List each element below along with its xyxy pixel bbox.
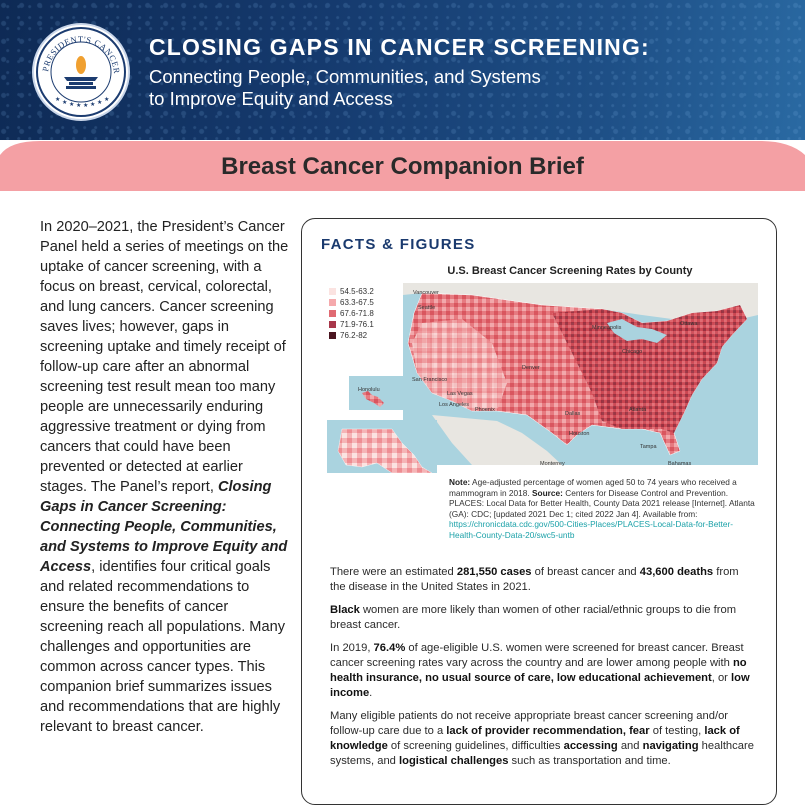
seal-text: PRESIDENT'S CANCER bbox=[40, 33, 123, 75]
report-subtitle bbox=[149, 66, 709, 110]
subtitle-line-2: to Improve Equity and Access bbox=[149, 88, 393, 109]
fact-screening-rate: In 2019, 76.4% of age-eligible U.S. women were screened for breast cancer. Breast cancer screening rates vary across the country and are lower among people with no health insurance, no usual source of care, low educational achievement, or low income. bbox=[330, 642, 750, 699]
svg-text:★: ★ bbox=[62, 99, 68, 106]
seal-icon bbox=[34, 25, 128, 119]
fact-cases-deaths: There were an estimated 281,550 cases of breast cancer and 43,600 deaths from the disease in the United States in 2021. bbox=[330, 566, 739, 593]
header-banner bbox=[0, 0, 805, 140]
fact-barriers: Many eligible patients do not receive appropriate breast cancer screening and/or follow-up care due to a lack of provider recommendation, fear of testing, lack of knowledge of screening guidelines, difficulties accessing and navigating healthcare systems, and logistical challenges such as transportation and time. bbox=[330, 710, 754, 767]
legend-label: 76.2-82 bbox=[340, 331, 368, 340]
screening-rate-map bbox=[322, 283, 762, 473]
legend-item bbox=[329, 319, 374, 330]
intro-paragraph-start: In 2020–2021, the President’s Cancer Panel held a series of meetings on the uptake of cancer screening, with a focus on breast, cervical, colorectal, and lung cancers. Cancer screening saves lives; however, gaps in screening uptake and timely receipt of follow-up care after an abnormal screening test result mean too many people are unnecessarily enduring aggressive treatment or dying from cancers that could have been prevented or detected at earlier stages. The Panel’s report, bbox=[40, 219, 289, 495]
facts-list bbox=[330, 565, 755, 777]
map-label-monterrey: Monterrey bbox=[540, 461, 565, 467]
map-legend bbox=[329, 286, 374, 341]
map-label-denver: Denver bbox=[522, 365, 540, 371]
legend-swatch bbox=[329, 332, 336, 339]
brief-title: Breast Cancer Companion Brief bbox=[221, 153, 584, 180]
map-label-seattle: Seattle bbox=[418, 305, 436, 311]
map-label-san-francisco: San Francisco bbox=[412, 377, 448, 383]
map-label-minneapolis: Minneapolis bbox=[592, 325, 622, 331]
map-label-ottawa: Ottawa bbox=[680, 321, 698, 327]
map-label-dallas: Dallas bbox=[565, 411, 581, 417]
legend-label: 67.6-71.8 bbox=[340, 309, 374, 318]
svg-text:★: ★ bbox=[104, 96, 110, 103]
subtitle-line-1: Connecting People, Communities, and Systems bbox=[149, 66, 541, 87]
legend-swatch bbox=[329, 288, 336, 295]
intro-text bbox=[40, 217, 290, 737]
intro-paragraph-end: , identifies four critical goals and related recommendations to ensure the benefits of cancer screening reach all populations. Many challenges and opportunities are common across cancer types. This companion brief summarizes issues and recommendations that are highly relevant to breast cancer. bbox=[40, 559, 285, 735]
source-text: Centers for Disease Control and Prevention. PLACES: Local Data for Better Health, County Data 2021 release [Internet]. Atlanta (GA): CDC; [updated 2021 Dec 1; cited 2022 Jan 4]. Available from: bbox=[449, 487, 755, 519]
legend-label: 71.9-76.1 bbox=[340, 320, 374, 329]
legend-item bbox=[329, 286, 374, 297]
map-label-honolulu: Honolulu bbox=[358, 387, 380, 393]
legend-item bbox=[329, 297, 374, 308]
source-link[interactable]: https://chronicdata.cdc.gov/500-Cities-Places/PLACES-Local-Data-for-Better-Health-County-Data-20/swc5-untb bbox=[449, 519, 734, 540]
legend-swatch bbox=[329, 299, 336, 306]
report-title-reference: Closing Gaps in Cancer Screening: Connecting People, Communities, and Systems to Improve Equity and Access bbox=[40, 479, 288, 575]
source-label: Source: bbox=[532, 487, 563, 498]
legend-swatch bbox=[329, 310, 336, 317]
facts-heading: FACTS & FIGURES bbox=[321, 236, 476, 253]
svg-text:★: ★ bbox=[76, 102, 82, 109]
map-title: U.S. Breast Cancer Screening Rates by County bbox=[447, 265, 693, 277]
svg-text:★: ★ bbox=[90, 101, 96, 108]
svg-text:★: ★ bbox=[83, 102, 89, 109]
map-label-tampa: Tampa bbox=[640, 444, 657, 450]
svg-text:★: ★ bbox=[69, 101, 75, 108]
map-label-vancouver: Vancouver bbox=[413, 290, 439, 296]
legend-item bbox=[329, 330, 374, 341]
map-label-phoenix: Phoenix bbox=[475, 407, 495, 413]
note-label: Note: bbox=[449, 477, 471, 487]
legend-label: 54.5-63.2 bbox=[340, 287, 374, 296]
presidents-cancer-panel-seal bbox=[34, 25, 128, 119]
legend-item bbox=[329, 308, 374, 319]
map-label-bahamas: Bahamas bbox=[668, 461, 692, 467]
svg-text:★: ★ bbox=[97, 99, 103, 106]
report-title: CLOSING GAPS IN CANCER SCREENING: bbox=[149, 34, 650, 60]
note-text: Age-adjusted percentage of women aged 50 to 74 years who received a mammogram in 2018. bbox=[449, 477, 737, 498]
map-label-chicago: Chicago bbox=[622, 349, 643, 355]
legend-label: 63.3-67.5 bbox=[340, 298, 374, 307]
map-label-atlanta: Atlanta bbox=[629, 407, 647, 413]
map-label-las-vegas: Las Vegas bbox=[447, 391, 473, 397]
svg-text:★: ★ bbox=[55, 96, 61, 103]
legend-swatch bbox=[329, 321, 336, 328]
fact-black-women: Black women are more likely than women of other racial/ethnic groups to die from breast cancer. bbox=[330, 604, 737, 631]
map-label-los-angeles: Los Angeles bbox=[439, 402, 469, 408]
map-note bbox=[449, 477, 759, 540]
map-label-houston: Houston bbox=[569, 431, 590, 437]
